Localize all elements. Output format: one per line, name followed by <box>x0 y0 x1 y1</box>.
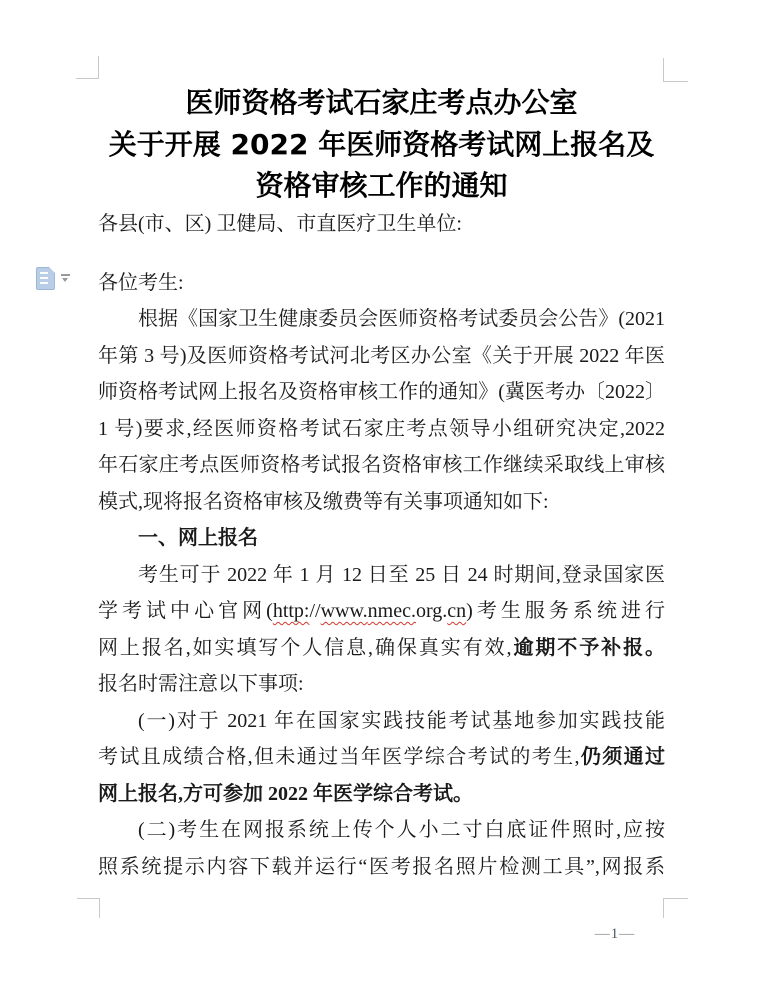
text-segment: 1 号)要求,经医师资格考试石家庄考点领导小组研究决定,2022 <box>98 417 665 440</box>
text-line <box>98 812 665 849</box>
text-line <box>98 666 665 703</box>
text-line <box>98 520 665 557</box>
text-line <box>98 776 665 813</box>
body-block <box>98 206 665 885</box>
text-line <box>98 206 665 243</box>
chevron-down-icon <box>61 274 70 276</box>
crop-mark-bottom-right <box>663 898 688 918</box>
paste-options-button[interactable] <box>35 266 75 292</box>
text-line <box>98 447 665 484</box>
text-segment: 师资格考试网上报名及资格审核工作的通知》(冀医考办〔2022〕 <box>98 381 665 403</box>
crop-mark-top-left <box>76 56 99 79</box>
chevron-down-icon <box>62 278 68 285</box>
text-segment: 学考试中心官网( <box>98 600 273 622</box>
text-line <box>98 411 665 448</box>
text-line <box>98 557 665 594</box>
paste-options-icon <box>36 267 55 290</box>
text-segment: 年石家庄考点医师资格考试报名资格审核工作继续采取线上审核 <box>98 454 665 476</box>
text-line <box>98 265 665 302</box>
text-segment: // <box>309 600 321 622</box>
spellcheck-flagged-text: http: <box>272 600 310 622</box>
text-line <box>98 703 665 740</box>
text-line <box>98 374 665 411</box>
text-line <box>98 338 665 375</box>
page-number <box>560 924 670 944</box>
text-line <box>98 630 665 667</box>
text-segment: org. <box>415 600 448 622</box>
text-line <box>98 484 665 521</box>
title-line: 医师资格考试石家庄考点办公室 <box>185 86 578 119</box>
page-number-dash: — <box>594 926 611 942</box>
page-fold-icon <box>49 267 55 273</box>
text-segment: (二)考生在网报系统上传个人小二寸白底证件照时,应按 <box>138 819 665 841</box>
text-segment: (一)对于 2021 年在国家实践技能考试基地参加实践技能 <box>138 709 665 732</box>
bold-text: 仍须通过 <box>579 746 666 768</box>
text-line <box>98 593 665 630</box>
spellcheck-flagged-text: cn <box>447 600 467 622</box>
text-line <box>98 739 665 776</box>
text-segment: 考试且成绩合格,但未通过当年医学综合考试的考生, <box>98 746 580 768</box>
spellcheck-flagged-text: www. <box>320 600 368 622</box>
title-line: 资格审核工作的通知 <box>255 169 508 202</box>
bold-text: 一、网上报名 <box>138 527 258 549</box>
text-segment: 考生可于 2022 年 1 月 12 日至 25 日 24 时期间,登录国家医 <box>138 563 665 586</box>
title-block <box>98 82 665 207</box>
text-segment: 照系统提示内容下载并运行“医考报名照片检测工具”,网报系 <box>98 855 665 878</box>
title-line: 关于开展 2022 年医师资格考试网上报名及 <box>108 127 655 161</box>
text-segment: 报名时需注意以下事项: <box>98 673 304 695</box>
text-segment: 各县(市、区) 卫健局、市直医疗卫生单位: <box>98 213 462 235</box>
text-segment: )考生服务系统进行 <box>466 600 665 622</box>
crop-mark-top-right <box>663 58 688 82</box>
text-segment: 根据《国家卫生健康委员会医师资格考试委员会公告》(2021 <box>138 308 665 330</box>
spellcheck-flagged-text: nmec. <box>367 600 416 622</box>
text-segment: 各位考生: <box>98 271 184 294</box>
bold-text: 网上报名,方可参加 2022 年医学综合考试。 <box>98 782 473 805</box>
text-line <box>98 301 665 338</box>
text-line <box>98 849 665 886</box>
text-segment: 网上报名,如实填写个人信息,确保真实有效, <box>98 636 512 659</box>
page-number-dash: — <box>619 926 636 942</box>
bold-text: 逾期不予补报。 <box>511 636 666 659</box>
crop-mark-bottom-left <box>77 898 100 918</box>
page-number-value: 1 <box>610 926 620 942</box>
text-segment: 模式,现将报名资格审核及缴费等有关事项通知如下: <box>98 490 549 513</box>
text-segment: 年第 3 号)及医师资格考试河北考区办公室《关于开展 2022 年医 <box>98 344 665 367</box>
